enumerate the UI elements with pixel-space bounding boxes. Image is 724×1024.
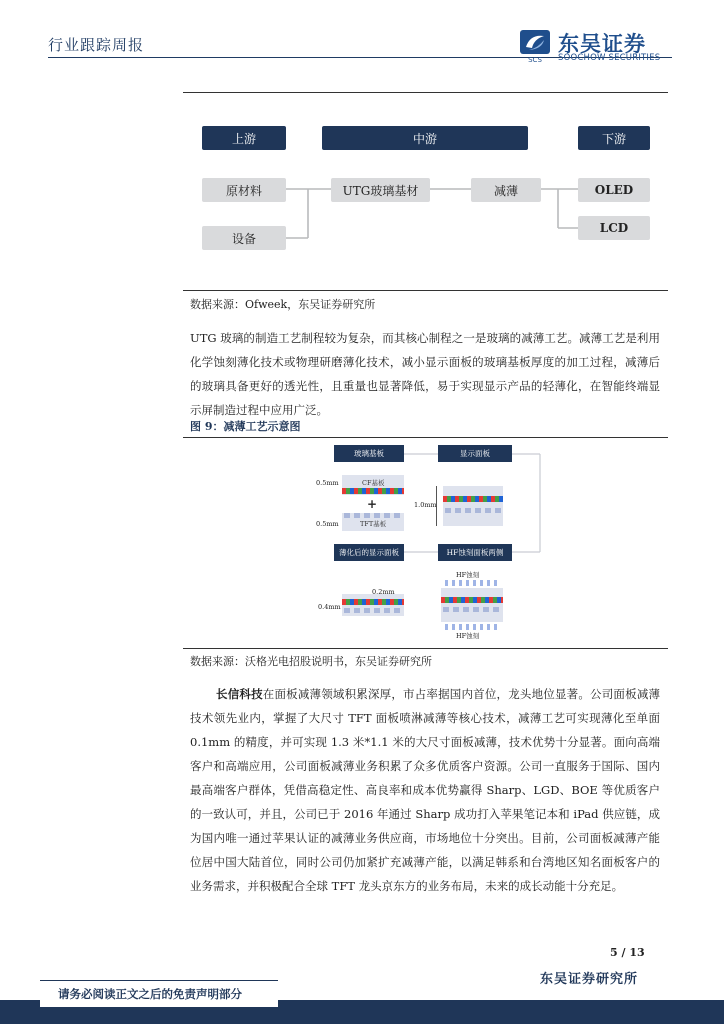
etching-tft-layer [441, 607, 503, 612]
hf-spray-top-icon [445, 580, 501, 586]
source-note-1: 数据来源：Ofweek，东吴证券研究所 [190, 298, 376, 311]
figure-9-top-rule [183, 437, 668, 438]
thickness-etch: 0.2mm [372, 588, 395, 596]
thickness-total: 1.0mm [414, 501, 437, 509]
source-note-2: 数据来源：沃格光电招股说明书，东吴证券研究所 [190, 655, 432, 668]
hf-spray-bottom-icon [445, 624, 501, 630]
brand-mark-icon [520, 30, 550, 54]
thinned-color-layer [342, 599, 404, 605]
node-utg-glass: UTG玻璃基材 [331, 178, 430, 202]
assembled-panel [443, 486, 503, 526]
body-paragraph-2 [190, 682, 660, 898]
cf-color-filter [342, 488, 404, 494]
figure-bottom-rule [183, 290, 668, 291]
stage-downstream: 下游 [578, 126, 650, 150]
label-display-panel: 显示面板 [460, 449, 490, 458]
paragraph-2-text: 在面板减薄领域积累深厚，市占率据国内首位，龙头地位显著。公司面板减薄技术领先业内，掌握了大尺寸 TFT 面板喷淋减薄等核心技术，减薄工艺可实现薄化至单面 0.1mm 的精度，并可实现 1.3 米*1.1 米的大尺寸面板减薄，技术优势十分显著。面向高端客户和高端应用，公司面板减薄业务积累了众多优质客户资源。公司一直服务于国际、国内最高端客户群体，凭借高稳定性、高良率和成本优势赢得 Sharp、LGD、BOE 等优质客户的一致认可，并且，公司已于 2016 年通过 Sharp 成功打入苹果笔记本和 iPad 供应链，成为国内唯一通过苹果认证的减薄业务供应商，市场地位十分突出。目前，公司面板减薄产能位居中国大陆首位，同时公司仍加紧扩充减薄产能，以满足韩系和台湾地区知名面板客户的业务需求，并积极配合全球 TFT 龙头京东方的业务布局，未来的成长动能十分充足。 [190, 687, 661, 893]
figure-top-rule [183, 92, 668, 93]
footer-disclaimer: 请务必阅读正文之后的免责声明部分 [58, 987, 242, 1001]
etching-panel [441, 588, 503, 622]
label-cf: CF基板 [362, 479, 385, 487]
node-thinning: 减薄 [471, 178, 541, 202]
plus-icon: + [367, 497, 378, 511]
etching-color-layer [441, 597, 503, 603]
thinning-process-diagram [300, 440, 560, 649]
thickness-cf: 0.5mm [316, 479, 339, 487]
stage-upstream: 上游 [202, 126, 286, 150]
thickness-after: 0.4mm [318, 603, 341, 611]
brand-name-cn: 东吴证券 [558, 32, 646, 56]
hf-bottom-label: HF蚀刻 [456, 632, 480, 640]
tft-pattern [342, 513, 404, 518]
label-glass-substrate: 玻璃基板 [354, 449, 384, 458]
label-hf-etch-both-sides: HF蚀刻面板两侧 [446, 548, 504, 557]
stage-midstream: 中游 [322, 126, 528, 150]
label-tft: TFT基板 [360, 520, 387, 528]
node-raw-material: 原材料 [202, 178, 286, 202]
node-oled: OLED [578, 178, 650, 202]
body-paragraph-1: UTG 玻璃的制造工艺制程较为复杂，而其核心制程之一是玻璃的减薄工艺。减薄工艺是利用化学蚀刻薄化技术或物理研磨薄化技术，减小显示面板的玻璃基板厚度的加工过程，减薄后的玻璃具备更好的透光性，且重量也显著降低，易于实现显示产品的轻薄化，在智能终端显示屏制造过程中应用广泛。 [190, 331, 660, 417]
assembled-color-layer [443, 496, 503, 502]
brand-abbr: SCS [528, 56, 542, 64]
brand-name-en: SOOCHOW SECURITIES [558, 53, 661, 63]
footer-institute: 东吴证券研究所 [540, 972, 639, 987]
figure-9-caption: 图 9：减薄工艺示意图 [190, 420, 301, 433]
figure-9-bottom-rule [183, 648, 668, 649]
node-lcd: LCD [578, 216, 650, 240]
brand-logo [520, 28, 680, 68]
company-name-bold: 长信科技 [216, 687, 263, 701]
page-number: 5 / 13 [610, 946, 645, 959]
hf-top-label: HF蚀刻 [456, 571, 480, 579]
thickness-tft: 0.5mm [316, 520, 339, 528]
label-thinned-panel: 薄化后的显示面板 [339, 548, 399, 557]
thinned-tft-layer [342, 608, 404, 613]
report-section-title: 行业跟踪周报 [48, 36, 145, 54]
node-equipment: 设备 [202, 226, 286, 250]
assembled-tft-layer [443, 508, 503, 513]
